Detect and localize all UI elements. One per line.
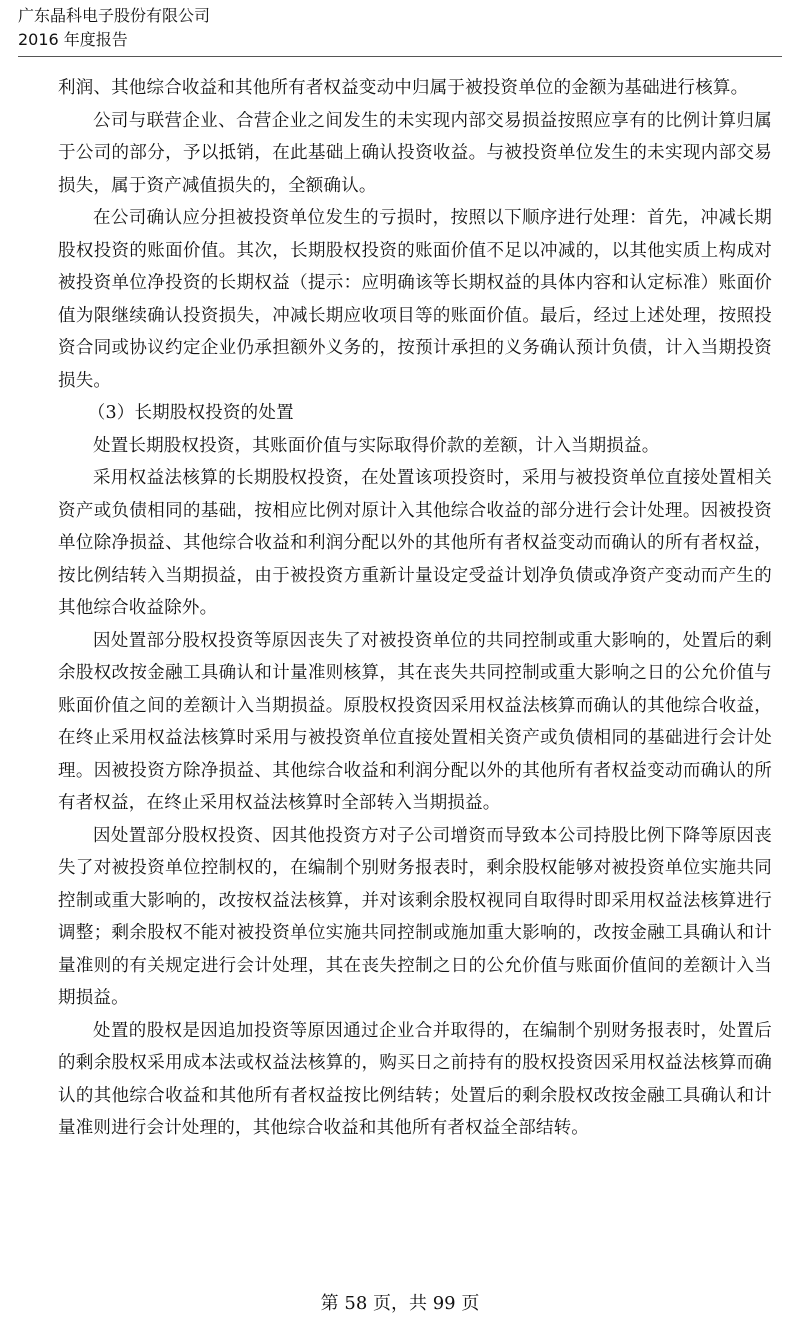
- paragraph-loss-sharing: 在公司确认应分担被投资单位发生的亏损时，按照以下顺序进行处理：首先，冲减长期股权投资的账面价值。其次，长期股权投资的账面价值不足以冲减的，以其他实质上构成对被投资单位净投资的长期权益（提示：应明确该等长期权益的具体内容和认定标准）账面价值为限继续确认投资损失，冲减长期应收项目等的账面价值。最后，经过上述处理，按照投资合同或协议约定企业仍承担额外义务的，按预计承担的义务确认预计负债，计入当期投资损失。: [58, 208, 772, 391]
- page-number: 第 58 页，共 99 页: [320, 1293, 480, 1314]
- paragraph-continuation: 利润、其他综合收益和其他所有者权益变动中归属于被投资单位的金额为基础进行核算。: [58, 78, 749, 98]
- page-header: [18, 4, 210, 52]
- report-title: 2016 年度报告: [18, 30, 128, 49]
- paragraph-equity-method-disposal: 采用权益法核算的长期股权投资，在处置该项投资时，采用与被投资单位直接处置相关资产或负债相同的基础，按相应比例对原计入其他综合收益的部分进行会计处理。因被投资单位除净损益、其他综合收益和利润分配以外的其他所有者权益变动而确认的所有者权益，按比例结转入当期损益，由于被投资方重新计量设定受益计划净负债或净资产变动而产生的其他综合收益除外。: [58, 468, 772, 618]
- document-body: [58, 72, 772, 1145]
- paragraph-loss-of-significant-influence: 因处置部分股权投资等原因丧失了对被投资单位的共同控制或重大影响的，处置后的剩余股权改按金融工具确认和计量准则核算，其在丧失共同控制或重大影响之日的公允价值与账面价值之间的差额计入当期损益。原股权投资因采用权益法核算而确认的其他综合收益，在终止采用权益法核算时采用与被投资单位直接处置相关资产或负债相同的基础进行会计处理。因被投资方除净损益、其他综合收益和利润分配以外的其他所有者权益变动而确认的所有者权益，在终止采用权益法核算时全部转入当期损益。: [58, 630, 772, 813]
- header-divider: [18, 56, 782, 57]
- company-name: 广东晶科电子股份有限公司: [18, 6, 211, 25]
- paragraph-disposal-basic: 处置长期股权投资，其账面价值与实际取得价款的差额，计入当期损益。: [93, 435, 660, 456]
- paragraph-loss-of-control: 因处置部分股权投资、因其他投资方对子公司增资而导致本公司持股比例下降等原因丧失了对被投资单位控制权的，在编制个别财务报表时，剩余股权能够对被投资单位实施共同控制或重大影响的，改按权益法核算，并对该剩余股权视同自取得时即采用权益法核算进行调整；剩余股权不能对被投资单位实施共同控制或施加重大影响的，改按金融工具确认和计量准则的有关规定进行会计处理，其在丧失控制之日的公允价值与账面价值间的差额计入当期损益。: [58, 825, 772, 1008]
- paragraph-business-combination-disposal: 处置的股权是因追加投资等原因通过企业合并取得的，在编制个别财务报表时，处置后的剩余股权采用成本法或权益法核算的，购买日之前持有的股权投资因采用权益法核算而确认的其他综合收益和其他所有者权益按比例结转；处置后的剩余股权改按金融工具确认和计量准则进行会计处理的，其他综合收益和其他所有者权益全部结转。: [58, 1020, 772, 1138]
- paragraph-unrealized-transactions: 公司与联营企业、合营企业之间发生的未实现内部交易损益按照应享有的比例计算归属于公司的部分，予以抵销，在此基础上确认投资收益。与被投资单位发生的未实现内部交易损失，属于资产减值损失的，全额确认。: [58, 110, 772, 196]
- section-heading-disposal: （3）长期股权投资的处置: [87, 403, 294, 423]
